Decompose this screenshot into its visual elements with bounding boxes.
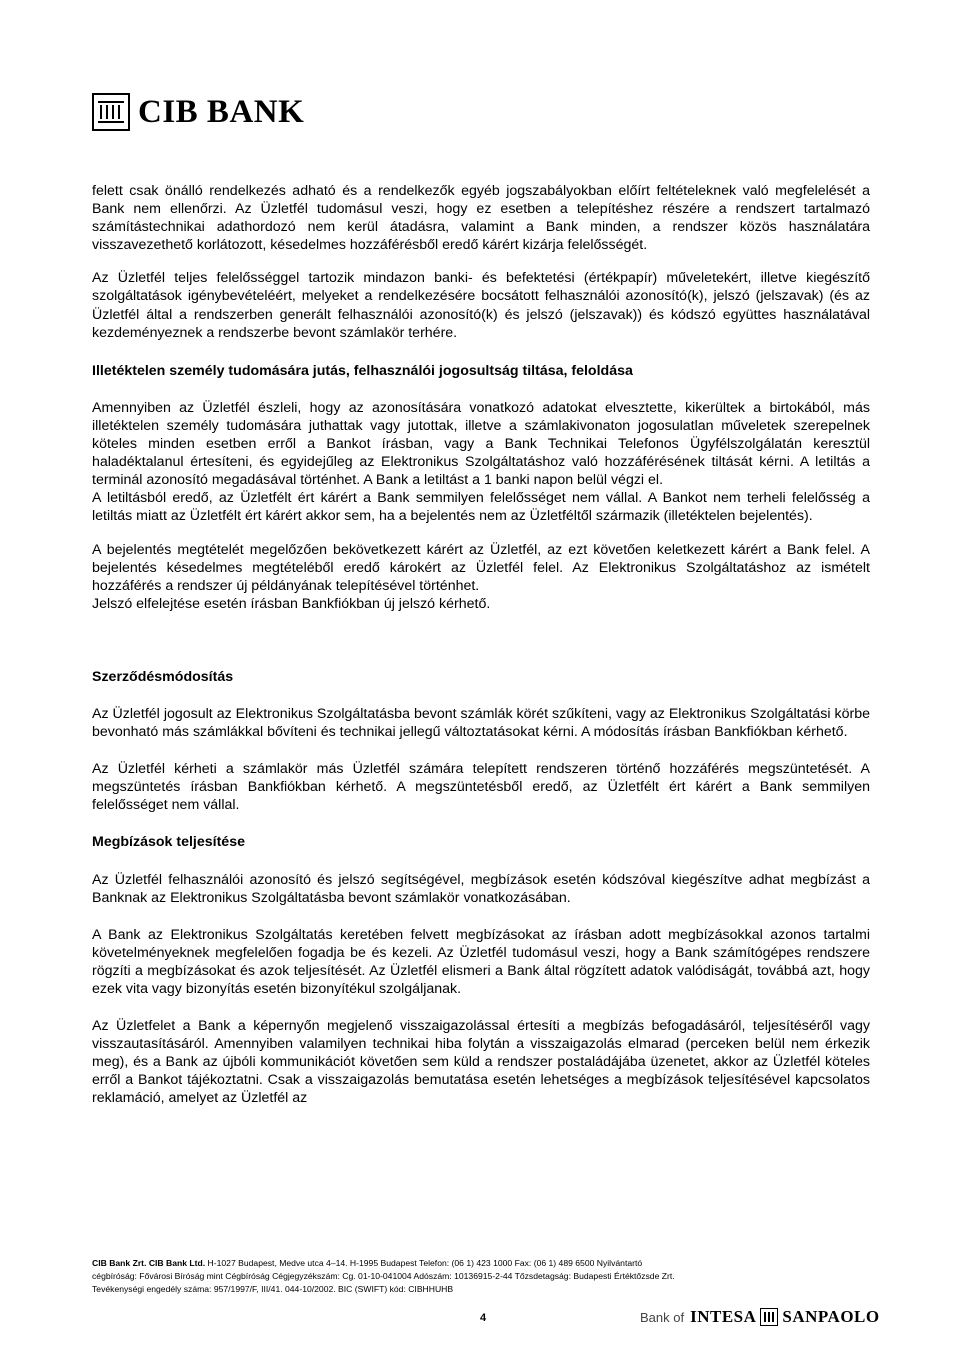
cib-columns-icon: [92, 93, 130, 131]
intesa-sanpaolo-logo: [640, 1305, 880, 1329]
heading-unauthorized-access: Illetéktelen személy tudomására jutás, felhasználói jogosultság tiltása, feloldása: [92, 362, 633, 379]
paragraph-order-submission: Az Üzletfél felhasználói azonosító és jelszó segítségével, megbízások esetén kódszóval kiegészítve adhat megbízást a Banknak az Elektronikus Szolgáltatásba bevont számlakör vonatkozásában.: [92, 871, 870, 906]
paragraph-forgotten-password: Jelszó elfelejtése esetén írásban Bankfiókban új jelszó kérhető.: [92, 595, 491, 612]
paragraph-shared-use: felett csak önálló rendelkezés adható és a rendelkezők egyéb jogszabályokban előírt feltételeknek való megfelelését a Bank nem ellenőrzi. Az Üzletfél tudomásul veszi, hogy ez esetben a telepítéshez részére a rendszert tartalmazó számítástechnikai adathordozó nem kerül átadásra, valamint a Bank minden, a rendszer közös használatára visszavezethető korlátozott, késedelmes hozzáférésből eredő kárért kizárja felelősségét.: [92, 183, 870, 254]
footer-address: H-1027 Budapest, Medve utca 4–14. H-1995 Budapest Telefon: (06 1) 423 1000 Fax: (06 1) 489 6500 Nyilvántartó: [205, 1258, 643, 1268]
page-number: 4: [480, 1312, 487, 1324]
paragraph-order-processing: A Bank az Elektronikus Szolgáltatás keretében felvett megbízásokat az írásban adott megbízásokkal azonos tartalmi követelményeknek megfelelően fogadja be és kezeli. Az Üzletfél tudomásul veszi, hogy a Bank számítógépes rendszere rögzíti a megbízásokat és azok teljesítését. Az Üzletfél elismeri a Bank által rögzített adatok valódiságát, továbbá azt, hogy ezek vita vagy bizonyítás esetén bizonyítékul szolgáljanak.: [92, 926, 870, 997]
paragraph-blocking-damage: A letiltásból eredő, az Üzletfélt ért kárért a Bank semmilyen felelősséget nem vállal. A Bankot nem terheli felelősség a letiltás miatt az Üzletfélt ért kárért akkor sem, ha a bejelentés nem az Üzletféltől származik (illetéktelen bejelentés).: [92, 490, 870, 525]
footer-line-2: cégbíróság: Fővárosi Bíróság mint Cégbíróság Cégjegyzékszám: Cg. 01-10-041004 Adószám: 10136915-2-44 Tőzsdetagság: Budapesti Értéktőzsde Zrt.: [92, 1271, 675, 1281]
sanpaolo-emblem-icon: [760, 1308, 778, 1326]
paragraph-notification: A bejelentés megtételét megelőzően bekövetkezett kárért az Üzletfél, az ezt követően keletkezett kárért a Bank felel. A bejelentés késedelmes megtételéből eredő károkért az Üzletfél felel. Az Elektronikus Szolgáltatáshoz az ismételt hozzáférés a rendszer új példányának telepítésével történhet.: [92, 541, 870, 594]
paragraph-access-termination: Az Üzletfél kérheti a számlakör más Üzletfél számára telepített rendszeren történő hozzáférés megszüntetését. A megszüntetés írásban Bankfiókban kérhető. A megszüntetésből eredő, az Üzletfélt ért kárért a Bank semmilyen felelősséget nem vállal.: [92, 761, 870, 814]
intesa-wordmark: INTESA: [690, 1307, 757, 1326]
sanpaolo-wordmark: SANPAOLO: [782, 1307, 880, 1326]
heading-contract-modification: Szerződésmódosítás: [92, 668, 234, 685]
paragraph-order-confirmation: Az Üzletfelet a Bank a képernyőn megjelenő visszaigazolással értesíti a megbízás befogadásáról, teljesítéséről vagy visszautasításáról. Amennyiben valamilyen technikai hiba folytán a visszaigazolás elmarad (perceken belül nem érkezik meg), és a Bank az újbóli kommunikációt követően sem küld a rendszer postaládájába üzenetet, akkor az Üzletfél köteles erről a Bankot tájékoztatni. Csak a visszaigazolás bemutatása esetén lehetséges a megbízások teljesítésével kapcsolatos reklamáció, amelyet az Üzletfél az: [92, 1018, 870, 1107]
footer-company: CIB Bank Zrt. CIB Bank Ltd.: [92, 1258, 206, 1268]
cib-bank-logo: [92, 92, 304, 132]
logo-wordmark: CIB BANK: [138, 93, 305, 130]
paragraph-blocking: Amennyiben az Üzletfél észleli, hogy az azonosítására vonatkozó adatokat elvesztette, kikerültek a birtokából, más illetéktelen személy tudomására juthattak vagy jutottak, illetve a számlakivonaton jogosulatlan műveletek szerepelnek köteles minden esetben erről a Bankot írásban, vagy a Bank Technikai Telefonos Ügyfélszolgálatán keresztül haladéktalanul értesíteni, és egyidejűleg az Elektronikus Szolgáltatáshoz való hozzáférésének tiltását kérni. A letiltás a terminál azonosító megadásával történhet. A Bank a letiltást a 1 banki napon belül végzi el.: [92, 399, 870, 489]
footer: [92, 1257, 882, 1296]
footer-line-1: [92, 1257, 882, 1270]
document-body: [92, 182, 870, 1108]
heading-order-execution: Megbízások teljesítése: [92, 834, 245, 851]
footer-line-3: Tevékenységi engedély száma: 957/1997/F, III/41. 044-10/2002. BIC (SWIFT) kód: CIBHHUHB: [92, 1284, 454, 1294]
paragraph-liability: Az Üzletfél teljes felelősséggel tartozik mindazon banki- és befektetési (értékpapír) műveletekért, illetve kiegészítő szolgáltatások igénybevételéért, melyeket a rendelkezésére bocsátott felhasználói azonosító(k), jelszó (jelszavak) (és az Üzletfél által a rendszerben generált felhasználói azonosító(k) és jelszó (jelszavak)) és kódszó együttes használatával kezdeményeznek a rendszerbe bevont számlakör terhére.: [92, 270, 870, 341]
bank-of-label: Bank of: [640, 1309, 685, 1325]
paragraph-account-scope: Az Üzletfél jogosult az Elektronikus Szolgáltatásba bevont számlák körét szűkíteni, vagy az Elektronikus Szolgáltatási körbe bevonható más számlákkal bővíteni és technikai jellegű változtatásokat kérni. A módosítás írásban Bankfiókban kérhető.: [92, 705, 870, 741]
